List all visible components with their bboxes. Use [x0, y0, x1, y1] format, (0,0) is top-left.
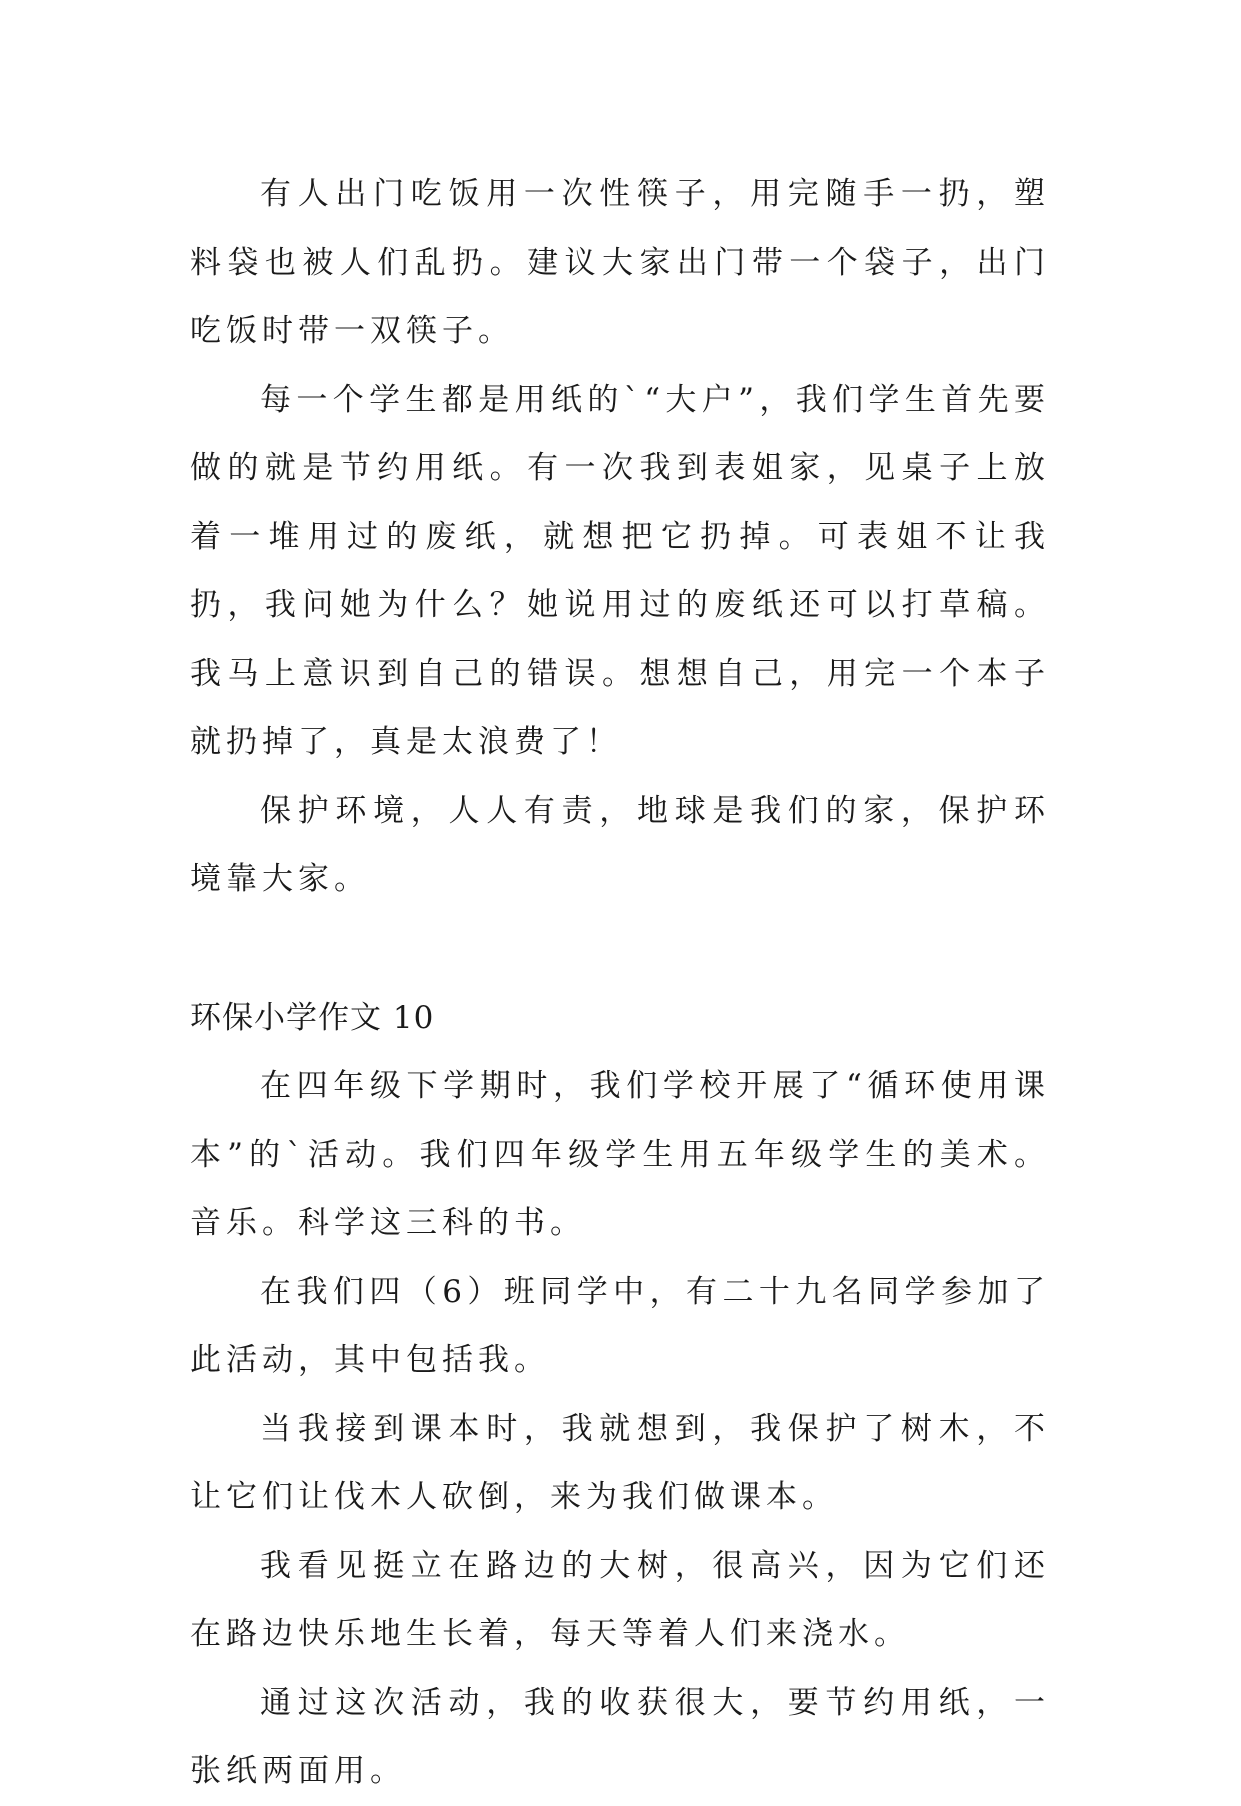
paragraph: 每一个学生都是用纸的`“大户”，我们学生首先要做的就是节约用纸。有一次我到表姐家，见桌子上放着一堆用过的废纸，就想把它扔掉。可表姐不让我扔，我问她为什么？她说用过的废纸还可以打草稿。我马上意识到自己的错误。想想自己，用完一个本子就扔掉了，真是太浪费了！	[190, 381, 1050, 760]
section-spacer	[190, 914, 1050, 984]
paragraph: 在我们四（6）班同学中，有二十九名同学参加了此活动，其中包括我。	[190, 1273, 1050, 1378]
paragraph: 在四年级下学期时，我们学校开展了“循环使用课本”的`活动。我们四年级学生用五年级学生的美术。音乐。科学这三科的书。	[190, 1068, 1050, 1241]
section-title: 环保小学作文 10	[190, 999, 435, 1036]
document-body	[190, 160, 1050, 1806]
paragraph: 我看见挺立在路边的大树，很高兴，因为它们还在路边快乐地生长着，每天等着人们来浇水。	[190, 1547, 1050, 1652]
paragraph: 当我接到课本时，我就想到，我保护了树木，不让它们让伐木人砍倒，来为我们做课本。	[190, 1410, 1050, 1515]
paragraph: 有人出门吃饭用一次性筷子，用完随手一扔，塑料袋也被人们乱扔。建议大家出门带一个袋子，出门吃饭时带一双筷子。	[190, 176, 1050, 349]
paragraph: 保护环境，人人有责，地球是我们的家，保护环境靠大家。	[190, 792, 1050, 897]
paragraph: 通过这次活动，我的收获很大，要节约用纸，一张纸两面用。	[190, 1684, 1050, 1789]
